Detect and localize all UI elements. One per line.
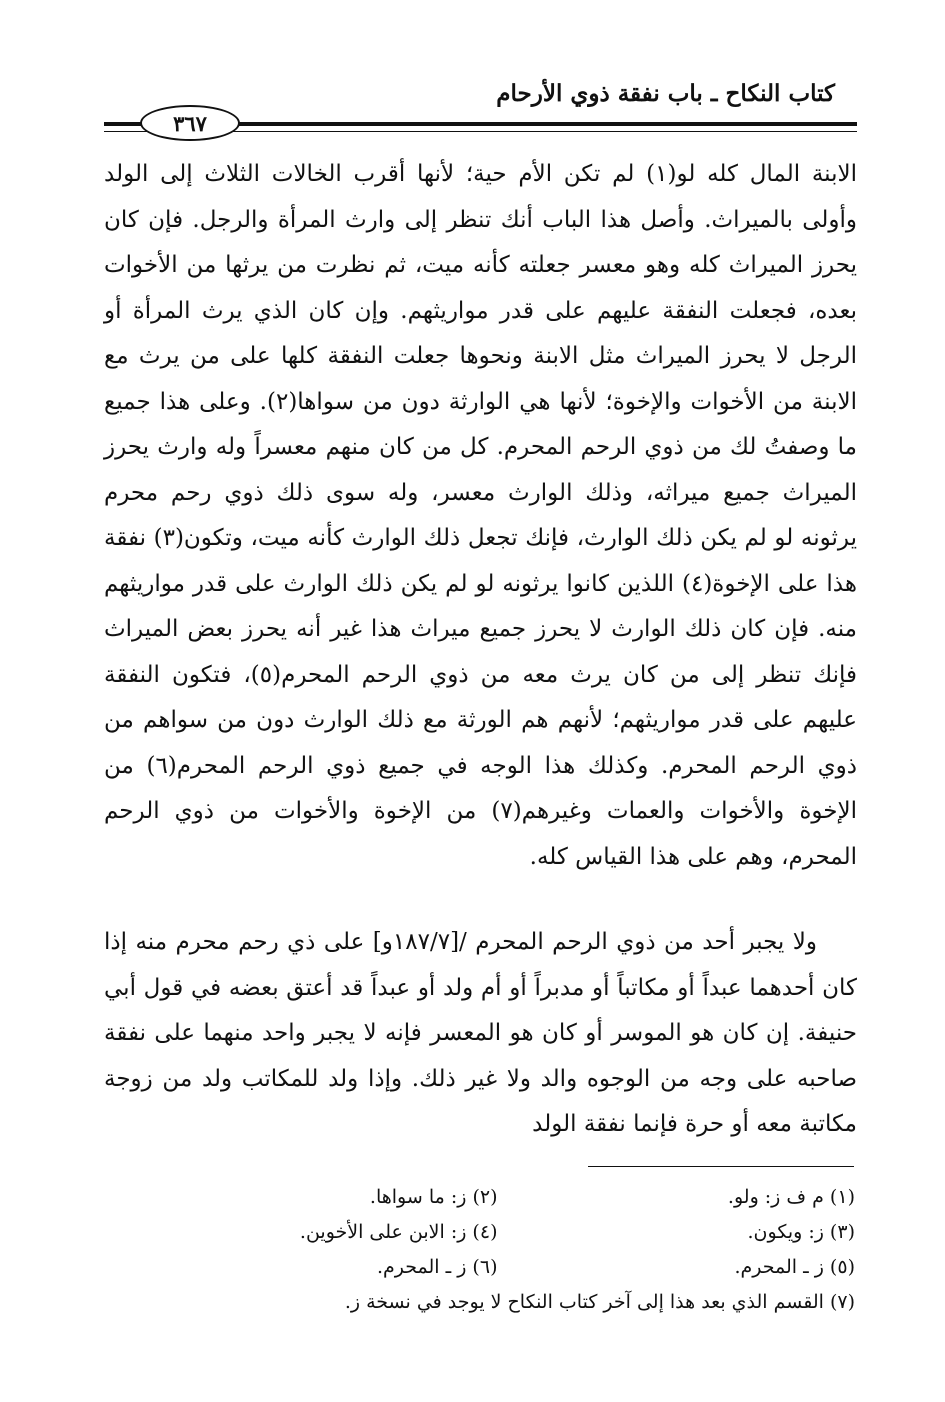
- footnote-row: [140, 1215, 855, 1250]
- footnote-separator: [588, 1166, 854, 1167]
- footnote-row: [140, 1180, 855, 1215]
- paragraph-1-text: الابنة المال كله لو(١) لم تكن الأم حية؛ لأنها أقرب الخالات الثلاث إلى الولد وأولى بالميراث. وأصل هذا الباب أنك تنظر إلى وارث المرأة والرجل. فإن كان يحرز الميراث كله وهو معسر جعلته كأنه ميت، ثم نظرت من يرثها من الأخوات بعده، فجعلت النفقة عليهم على قدر مواريثهم. وإن كان الذي يرث المرأة أو الرجل لا يحرز الميراث مثل الابنة ونحوها جعلت النفقة كلها على من يرث مع الابنة من الأخوات والإخوة؛ لأنها هي الوارثة دون من سواها(٢). وعلى هذا جميع ما وصفتُ لك من ذوي الرحم المحرم. كل من كان منهم معسراً وله وارث يحرز الميراث جميع ميراثه، وذلك الوارث معسر، وله سوى ذلك ذوي رحم محرم يرثونه لو لم يكن ذلك الوارث، فإنك تجعل ذلك الوارث كأنه ميت، وتكون(٣) نفقة هذا على الإخوة(٤) اللذين كانوا يرثونه لو لم يكن ذلك الوارث على قدر مواريثهم منه. فإن كان ذلك الوارث لا يحرز جميع ميراث هذا غير أنه يحرز بعض الميراث فإنك تنظر إلى من كان يرث معه من ذوي الرحم المحرم(٥)، فتكون النفقة عليهم على قدر مواريثهم؛ لأنهم هم الورثة مع ذلك الوارث دون من سواهم من ذوي الرحم المحرم. وكذلك هذا الوجه في جميع ذوي الرحم المحرم(٦) من الإخوة والأخوات والعمات وغيرهم(٧) من الإخوة والأخوات من ذوي الرحم المحرم، وهم على هذا القياس كله.: [104, 161, 857, 870]
- footnote-5: (٥) ز ـ المحرم.: [734, 1256, 855, 1278]
- footnote-7: (٧) القسم الذي بعد هذا إلى آخر كتاب النكاح لا يوجد في نسخة ز.: [344, 1291, 855, 1313]
- footnote-1: (١) م ف ز: ولو.: [727, 1186, 855, 1208]
- page-number-text: ٣٦٧: [173, 110, 207, 136]
- footnote-4: (٤) ز: الابن على الأخوين.: [299, 1221, 498, 1243]
- footnote-row: [140, 1285, 855, 1320]
- footnote-3: (٣) ز: ويكون.: [747, 1221, 855, 1243]
- body-paragraph-2: [104, 920, 857, 1148]
- footnotes: [140, 1180, 855, 1320]
- footnote-row: [140, 1250, 855, 1285]
- footnote-6: (٦) ز ـ المحرم.: [376, 1256, 498, 1278]
- footnote-2: (٢) ز: ما سواها.: [369, 1186, 498, 1208]
- page-number: [140, 105, 240, 141]
- body-paragraph-1: [104, 152, 857, 880]
- running-header-title: كتاب النكاح ـ باب نفقة ذوي الأرحام: [496, 80, 835, 107]
- paragraph-2-text: ولا يجبر أحد من ذوي الرحم المحرم /[١٨٧/٧و] على ذي رحم محرم منه إذا كان أحدهما عبداً أو مكاتباً أو مدبراً أو أم ولد أو عبداً قد أعتق بعضه في قول أبي حنيفة. إن كان هو الموسر أو كان هو المعسر فإنه لا يجبر واحد منهما على نفقة صاحبه على وجه من الوجوه والد ولا غير ذلك. وإذا ولد للمكاتب ولد من زوجة مكاتبة معه أو حرة فإنما نفقة الولد: [104, 929, 857, 1137]
